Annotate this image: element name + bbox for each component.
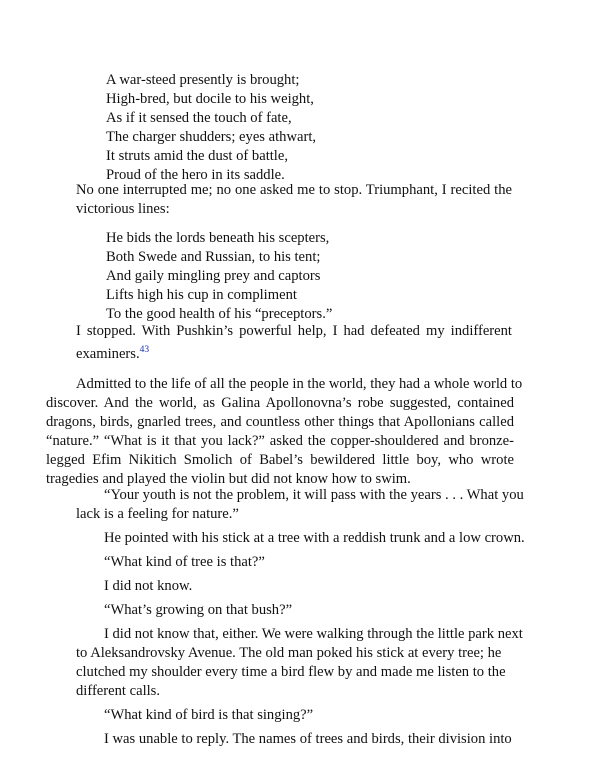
dialogue-line: He pointed with his stick at a tree with a reddish trunk and a low crown. [104,530,525,546]
dialogue-line: “What kind of tree is that?” [104,554,265,570]
paragraph-line: tragedies and played the violin but did not know how to swim. [46,471,411,487]
dialogue-paragraph [76,625,523,701]
verse-line: He bids the lords beneath his scepters, [106,230,330,246]
paragraph-line: victorious lines: [76,201,170,217]
dialogue-paragraph [76,486,524,524]
paragraph-line: legged Efim Nikitich Smolich of Babel’s bewildered little boy, who wrote [46,452,514,468]
paragraph-line: to Aleksandrovsky Avenue. The old man poked his stick at every tree; he [76,645,502,661]
verse-line: Proud of the hero in its saddle. [106,167,285,183]
verse-line: As if it sensed the touch of fate, [106,110,292,126]
verse-line: High-bred, but docile to his weight, [106,91,314,107]
verse-line: Both Swede and Russian, to his tent; [106,249,321,265]
paragraph-text: examiners. [76,346,140,362]
footnote-ref-link[interactable]: 43 [139,345,150,355]
verse-line: And gaily mingling prey and captors [106,268,321,284]
paragraph-line: discover. And the world, as Galina Apollonovna’s robe suggested, contained [46,395,514,411]
paragraph-line: dragons, birds, gnarled trees, and countless other things that Apollonians called [46,414,514,430]
paragraph-line-examiners [76,341,512,364]
verse-line: To the good health of his “preceptors.” [106,306,333,322]
paragraph-line: I stopped. With Pushkin’s powerful help, I had defeated my indifferent [76,323,512,339]
verse-stanza-scepters [106,229,332,324]
verse-line: It struts amid the dust of battle, [106,148,288,164]
paragraph-line: I did not know that, either. We were walking through the little park next [104,626,523,642]
paragraph-admitted [46,375,523,489]
paragraph-line: “nature.” “What is it that you lack?” asked the copper-shouldered and bronze- [46,433,514,449]
verse-line: Lifts high his cup in compliment [106,287,297,303]
dialogue-line: I did not know. [104,578,193,594]
paragraph-line: Admitted to the life of all the people in the world, they had a whole world to [76,376,523,392]
dialogue-section [76,486,525,749]
dialogue-line: “What’s growing on that bush?” [104,602,293,618]
paragraph-line: No one interrupted me; no one asked me to stop. Triumphant, I recited the [76,182,512,198]
dialogue-line: “What kind of bird is that singing?” [104,707,314,723]
verse-line: A war-steed presently is brought; [106,72,300,88]
verse-stanza-war-steed [106,71,316,185]
dialogue-line: I was unable to reply. The names of trees and birds, their division into [104,731,512,747]
paragraph-line: lack is a feeling for nature.” [76,506,239,522]
paragraph-recited [76,181,512,219]
paragraph-examiners [76,322,512,364]
paragraph-line: different calls. [76,683,161,699]
verse-line: The charger shudders; eyes athwart, [106,129,317,145]
paragraph-line: clutched my shoulder every time a bird flew by and made me listen to the [76,664,506,680]
paragraph-line: “Your youth is not the problem, it will pass with the years . . . What you [104,487,524,503]
